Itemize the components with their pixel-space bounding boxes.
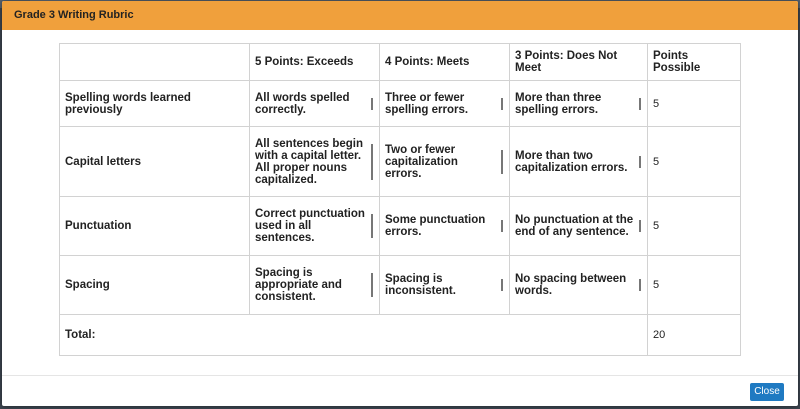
resize-handle-icon[interactable] <box>639 220 641 232</box>
cell-text: All words spelled correctly. <box>255 91 350 116</box>
exceeds-cell <box>250 256 380 315</box>
table-header-row <box>60 44 741 81</box>
cell-text: No punctuation at the end of any sentence. <box>515 214 634 238</box>
table-row <box>60 197 741 256</box>
meets-cell <box>380 256 510 315</box>
column-header-points-possible: Points Possible <box>648 44 741 81</box>
does-not-meet-cell <box>510 127 648 197</box>
points-cell: 5 <box>648 81 741 127</box>
column-header-criterion <box>60 44 250 81</box>
cell-text: More than two capitalization errors. <box>515 149 628 174</box>
criterion-cell: Spacing <box>60 256 250 315</box>
meets-cell <box>380 81 510 127</box>
meets-cell <box>380 197 510 256</box>
resize-handle-icon[interactable] <box>371 144 373 180</box>
cell-text: More than three spelling errors. <box>515 91 602 116</box>
exceeds-cell <box>250 197 380 256</box>
resize-handle-icon[interactable] <box>501 150 503 174</box>
resize-handle-icon[interactable] <box>371 98 373 110</box>
total-value: 20 <box>648 315 741 356</box>
exceeds-cell <box>250 81 380 127</box>
cell-text: Three or fewer spelling errors. <box>385 91 469 116</box>
points-cell: 5 <box>648 197 741 256</box>
cell-text: Two or fewer capitalization errors. <box>385 143 458 180</box>
cell-text: Some punctuation errors. <box>385 214 486 238</box>
table-row <box>60 127 741 197</box>
does-not-meet-cell <box>510 197 648 256</box>
total-row <box>60 315 741 356</box>
cell-text: No spacing between words. <box>515 273 627 297</box>
resize-handle-icon[interactable] <box>371 273 373 297</box>
rubric-modal <box>2 1 798 406</box>
cell-text: Spacing is appropriate and consistent. <box>255 267 342 303</box>
criterion-cell: Spelling words learned previously <box>60 81 250 127</box>
modal-body <box>2 30 798 375</box>
criterion-cell: Capital letters <box>60 127 250 197</box>
modal-footer <box>2 375 798 406</box>
table-row <box>60 256 741 315</box>
resize-handle-icon[interactable] <box>501 98 503 110</box>
total-label: Total: <box>60 315 648 356</box>
rubric-table <box>59 43 741 356</box>
resize-handle-icon[interactable] <box>639 279 641 291</box>
column-header-meets: 4 Points: Meets <box>380 44 510 81</box>
resize-handle-icon[interactable] <box>501 220 503 232</box>
does-not-meet-cell <box>510 81 648 127</box>
meets-cell <box>380 127 510 197</box>
column-header-exceeds: 5 Points: Exceeds <box>250 44 380 81</box>
resize-handle-icon[interactable] <box>371 214 373 238</box>
resize-handle-icon[interactable] <box>639 156 641 168</box>
exceeds-cell <box>250 127 380 197</box>
resize-handle-icon[interactable] <box>501 279 503 291</box>
cell-text: All sentences begin with a capital letter. All proper nouns capitalized. <box>255 137 364 186</box>
points-cell: 5 <box>648 256 741 315</box>
resize-handle-icon[interactable] <box>639 98 641 110</box>
cell-text: Spacing is inconsistent. <box>385 273 456 297</box>
table-row <box>60 81 741 127</box>
close-button[interactable]: Close <box>750 383 784 401</box>
criterion-cell: Punctuation <box>60 197 250 256</box>
does-not-meet-cell <box>510 256 648 315</box>
modal-title: Grade 3 Writing Rubric <box>2 1 798 30</box>
points-cell: 5 <box>648 127 741 197</box>
cell-text: Correct punctuation used in all sentences. <box>255 208 365 244</box>
column-header-does-not-meet: 3 Points: Does Not Meet <box>510 44 648 81</box>
